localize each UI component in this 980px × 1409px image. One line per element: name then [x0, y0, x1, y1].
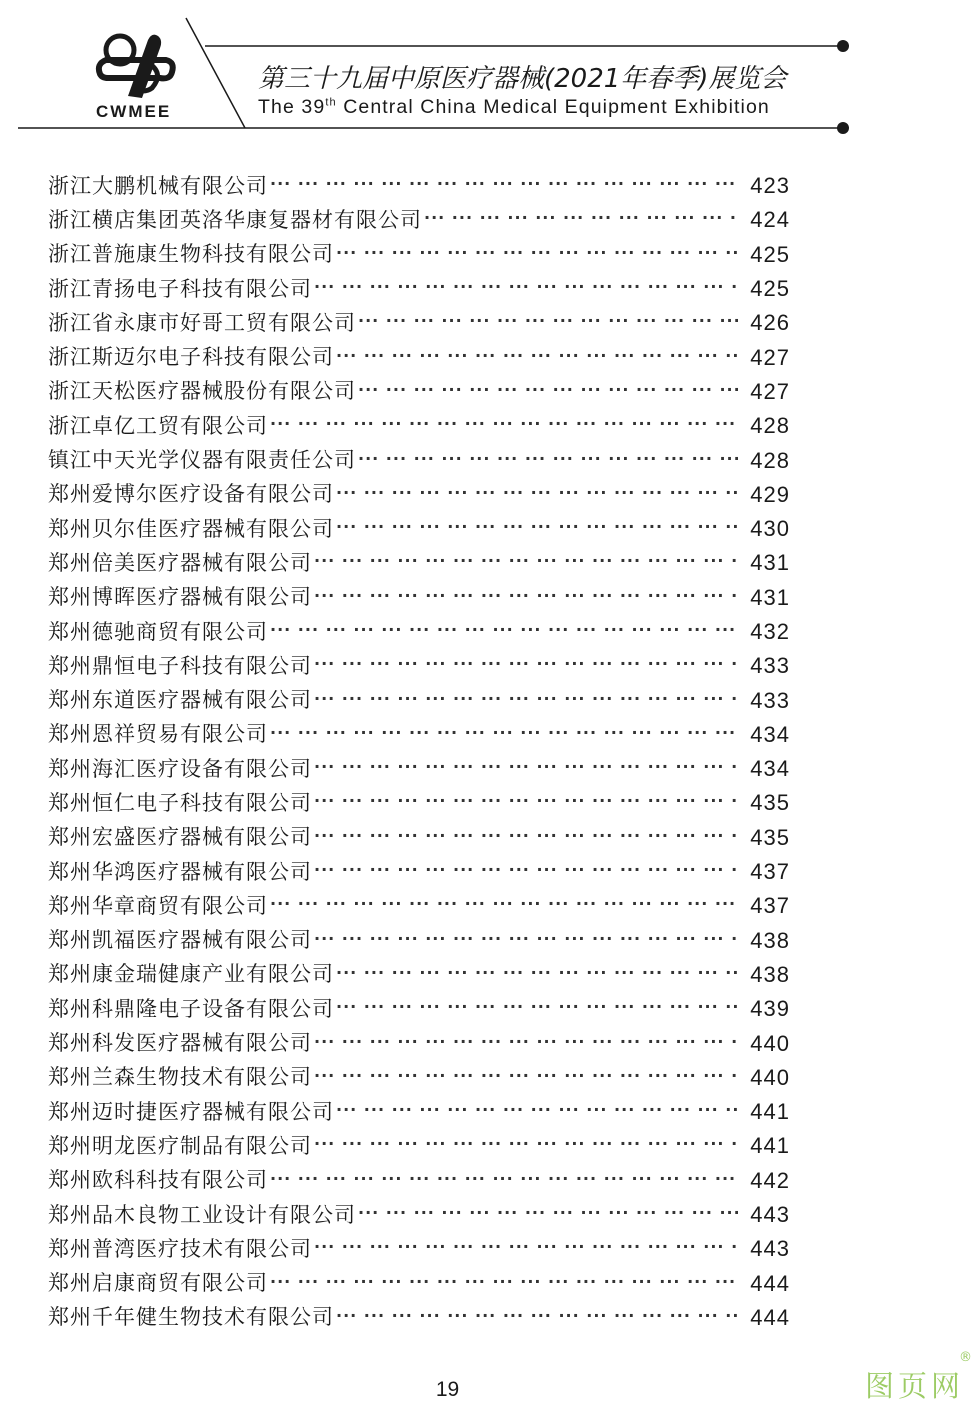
toc-entry-name: 郑州华鸿医疗器械有限公司: [48, 859, 312, 884]
dot-leader: [314, 1070, 738, 1086]
dot-leader: [314, 1241, 738, 1257]
toc-entry-name: 郑州科鼎隆电子设备有限公司: [48, 996, 334, 1021]
toc-entry-page: 434: [750, 721, 790, 747]
dot-leader: [270, 1276, 738, 1292]
toc-entry-name: 郑州贝尔佳医疗器械有限公司: [48, 516, 334, 541]
toc-entry-name: 郑州品木良物工业设计有限公司: [48, 1202, 356, 1227]
toc-entry-name: 郑州兰森生物技术有限公司: [48, 1065, 312, 1090]
toc-entry[interactable]: [48, 169, 790, 203]
dot-leader: [314, 830, 738, 846]
toc-entry-page: 437: [750, 893, 790, 919]
dot-leader: [358, 1207, 738, 1223]
toc-entry-page: 442: [750, 1167, 790, 1193]
toc-entry-page: 428: [750, 447, 790, 473]
dot-leader: [336, 967, 738, 983]
toc-entry-name: 郑州欧科科技有限公司: [48, 1168, 268, 1193]
dot-leader: [270, 898, 738, 914]
toc-entry[interactable]: [48, 1061, 790, 1095]
toc-entry[interactable]: [48, 752, 790, 786]
toc-entry-name: 郑州凯福医疗器械有限公司: [48, 928, 312, 953]
toc-entry-page: 427: [750, 378, 790, 404]
dot-leader: [424, 212, 738, 228]
toc-entry[interactable]: [48, 478, 790, 512]
toc-entry-name: 郑州倍美医疗器械有限公司: [48, 550, 312, 575]
watermark: [864, 1350, 972, 1405]
dot-leader: [270, 727, 738, 743]
dot-leader: [336, 350, 738, 366]
toc-entry-page: 443: [750, 1202, 790, 1228]
dot-leader: [314, 795, 738, 811]
toc-entry[interactable]: [48, 375, 790, 409]
toc-entry-name: 浙江天松医疗器械股份有限公司: [48, 379, 356, 404]
registered-mark-icon: ®: [959, 1350, 972, 1365]
dot-leader: [314, 864, 738, 880]
page-number: 19: [435, 1378, 460, 1401]
toc-entry[interactable]: [48, 272, 790, 306]
toc-entry[interactable]: [48, 238, 790, 272]
dot-leader: [336, 1001, 738, 1017]
toc-entry[interactable]: [48, 992, 790, 1026]
toc-entry[interactable]: [48, 821, 790, 855]
toc-entry[interactable]: [48, 1301, 790, 1335]
toc-entry-page: 444: [750, 1304, 790, 1330]
toc-entry-page: 425: [750, 241, 790, 267]
toc-entry-page: 443: [750, 1236, 790, 1262]
exhibition-title-en: [258, 96, 770, 119]
toc-entry-page: 430: [750, 516, 790, 542]
toc-entry-name: 浙江横店集团英洛华康复器材有限公司: [48, 207, 422, 232]
toc-entry-name: 郑州恩祥贸易有限公司: [48, 722, 268, 747]
toc-entry-page: 423: [750, 173, 790, 199]
dot-leader: [314, 658, 738, 674]
title-en-suffix: Central China Medical Equipment Exhibition: [336, 96, 770, 118]
toc-entry-name: 郑州迈时捷医疗器械有限公司: [48, 1099, 334, 1124]
toc-entry-name: 镇江中天光学仪器有限责任公司: [48, 448, 356, 473]
bullet-dot-bottom: [837, 122, 849, 134]
dot-leader: [270, 178, 738, 194]
toc-entry-page: 431: [750, 550, 790, 576]
toc-entry-page: 433: [750, 687, 790, 713]
dot-leader: [270, 418, 738, 434]
toc-entry[interactable]: [48, 1164, 790, 1198]
cwmee-logo-icon: [99, 35, 173, 98]
toc-entry-page: 440: [750, 1030, 790, 1056]
dot-leader: [358, 453, 738, 469]
toc-entry-name: 郑州鼎恒电子科技有限公司: [48, 653, 312, 678]
toc-entry[interactable]: [48, 1129, 790, 1163]
toc-entry[interactable]: [48, 889, 790, 923]
toc-entry[interactable]: [48, 855, 790, 889]
toc-entry-page: 439: [750, 996, 790, 1022]
toc-entry-name: 郑州康金瑞健康产业有限公司: [48, 962, 334, 987]
toc-entry-name: 浙江青扬电子科技有限公司: [48, 276, 312, 301]
title-en-prefix: The 39: [258, 96, 326, 118]
title-en-sup: th: [325, 96, 337, 109]
toc-entry[interactable]: [48, 615, 790, 649]
dot-leader: [270, 1173, 738, 1189]
toc-entry-page: 425: [750, 276, 790, 302]
toc-entry-page: 444: [750, 1270, 790, 1296]
toc-entry-name: 郑州德驰商贸有限公司: [48, 619, 268, 644]
toc-entry[interactable]: [48, 924, 790, 958]
toc-entry[interactable]: [48, 581, 790, 615]
dot-leader: [358, 384, 738, 400]
toc-entry-page: 441: [750, 1133, 790, 1159]
toc-entry-name: 郑州海汇医疗设备有限公司: [48, 756, 312, 781]
toc-entry-page: 441: [750, 1099, 790, 1125]
toc-entry-name: 郑州东道医疗器械有限公司: [48, 688, 312, 713]
dot-leader: [336, 521, 738, 537]
toc-entry-name: 郑州恒仁电子科技有限公司: [48, 790, 312, 815]
toc-entry-page: 435: [750, 824, 790, 850]
toc-entry[interactable]: [48, 1232, 790, 1266]
toc-entry-page: 432: [750, 619, 790, 644]
dot-leader: [358, 315, 738, 331]
watermark-text: 图页网: [864, 1369, 964, 1403]
toc-entry[interactable]: [48, 649, 790, 683]
toc-entry[interactable]: [48, 512, 790, 546]
dot-leader: [314, 281, 738, 297]
toc-entry[interactable]: [48, 786, 790, 820]
toc-entry[interactable]: [48, 306, 790, 340]
dot-leader: [336, 487, 738, 503]
toc-entry-page: 434: [750, 756, 790, 782]
toc-entry-name: 郑州宏盛医疗器械有限公司: [48, 825, 312, 850]
toc-entry[interactable]: [48, 203, 790, 237]
toc-entry-page: 435: [750, 790, 790, 816]
toc-entry-page: 431: [750, 584, 790, 610]
dot-leader: [314, 590, 738, 606]
toc-entry-name: 郑州博晖医疗器械有限公司: [48, 585, 312, 610]
toc-entry-name: 浙江大鹏机械有限公司: [48, 173, 268, 198]
toc-entry-page: 437: [750, 859, 790, 885]
toc-entry-page: 433: [750, 653, 790, 679]
toc-entry-page: 427: [750, 344, 790, 370]
toc-entry[interactable]: [48, 1026, 790, 1060]
logo-text: CWMEE: [96, 102, 172, 121]
dot-leader: [314, 761, 738, 777]
page-header: [0, 0, 980, 140]
toc-entry[interactable]: [48, 340, 790, 374]
toc-entry-page: 428: [750, 413, 790, 439]
dot-leader: [314, 555, 738, 571]
dot-leader: [314, 933, 738, 949]
dot-leader: [336, 1104, 738, 1120]
toc-entry-name: 郑州普湾医疗技术有限公司: [48, 1236, 312, 1261]
toc-entry-page: 424: [750, 207, 790, 233]
toc-entry-page: 438: [750, 927, 790, 953]
toc-entry[interactable]: [48, 409, 790, 443]
toc-entry-page: 426: [750, 310, 790, 336]
toc-entry-name: 郑州千年健生物技术有限公司: [48, 1305, 334, 1330]
toc-entry-name: 浙江省永康市好哥工贸有限公司: [48, 310, 356, 335]
toc-entry[interactable]: [48, 1198, 790, 1232]
toc-entry[interactable]: [48, 683, 790, 717]
toc-entry-name: 郑州启康商贸有限公司: [48, 1271, 268, 1296]
table-of-contents: [48, 169, 790, 1335]
toc-entry-name: 浙江普施康生物科技有限公司: [48, 242, 334, 267]
toc-entry-page: 440: [750, 1064, 790, 1090]
dot-leader: [336, 247, 738, 263]
toc-entry-name: 郑州爱博尔医疗设备有限公司: [48, 482, 334, 507]
toc-entry[interactable]: [48, 718, 790, 752]
toc-entry-page: 429: [750, 481, 790, 507]
toc-entry-name: 浙江斯迈尔电子科技有限公司: [48, 345, 334, 370]
dot-leader: [314, 693, 738, 709]
toc-entry[interactable]: [48, 443, 790, 477]
toc-entry[interactable]: [48, 958, 790, 992]
bullet-dot-top: [837, 40, 849, 52]
dot-leader: [314, 1138, 738, 1154]
toc-entry[interactable]: [48, 1095, 790, 1129]
toc-entry-name: 郑州科发医疗器械有限公司: [48, 1031, 312, 1056]
toc-entry-page: 438: [750, 961, 790, 987]
toc-entry-name: 浙江卓亿工贸有限公司: [48, 413, 268, 438]
toc-entry-name: 郑州明龙医疗制品有限公司: [48, 1133, 312, 1158]
toc-entry[interactable]: [48, 546, 790, 580]
toc-entry-name: 郑州华章商贸有限公司: [48, 893, 268, 918]
dot-leader: [314, 1036, 738, 1052]
dot-leader: [336, 1310, 738, 1326]
exhibition-title-cn: 第三十九届中原医疗器械(2021年春季)展览会: [258, 64, 787, 94]
toc-entry[interactable]: [48, 1267, 790, 1301]
dot-leader: [270, 624, 738, 640]
